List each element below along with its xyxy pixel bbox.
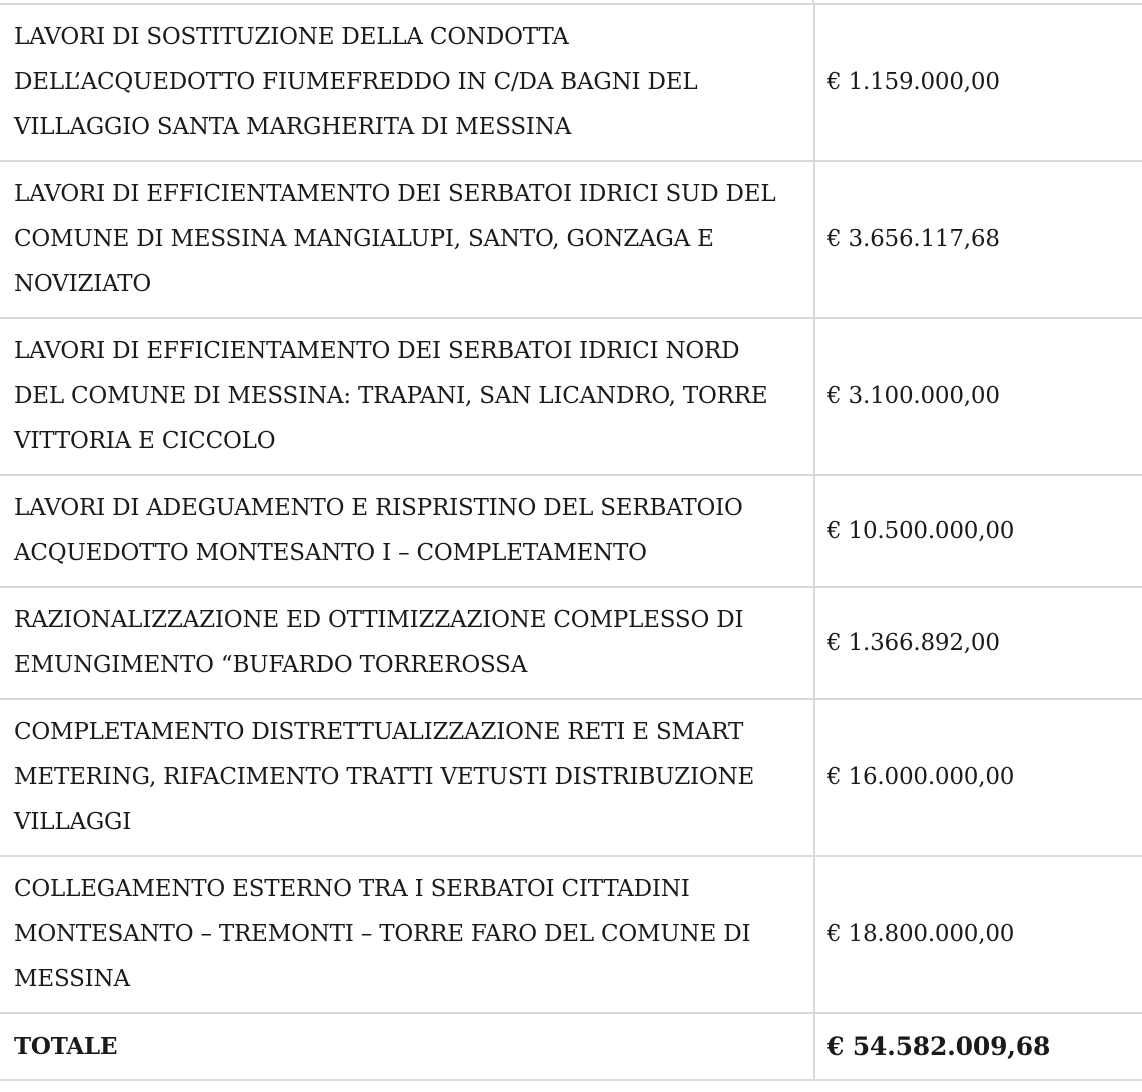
- work-amount: € 1.366.892,00: [814, 587, 1142, 699]
- works-cost-table: [0, 3, 1142, 1081]
- work-amount: € 3.100.000,00: [814, 318, 1142, 475]
- work-description: COLLEGAMENTO ESTERNO TRA I SERBATOI CITTADINI MONTESANTO – TREMONTI – TORRE FARO DEL COMUNE DI MESSINA: [0, 856, 814, 1013]
- total-label: TOTALE: [0, 1013, 814, 1080]
- table-row: [0, 4, 1142, 161]
- table-row: [0, 318, 1142, 475]
- total-amount: € 54.582.009,68: [814, 1013, 1142, 1080]
- work-description: LAVORI DI SOSTITUZIONE DELLA CONDOTTA DELL’ACQUEDOTTO FIUMEFREDDO IN C/DA BAGNI DEL VILLAGGIO SANTA MARGHERITA DI MESSINA: [0, 4, 814, 161]
- work-description: COMPLETAMENTO DISTRETTUALIZZAZIONE RETI E SMART METERING, RIFACIMENTO TRATTI VETUSTI DISTRIBUZIONE VILLAGGI: [0, 699, 814, 856]
- work-amount: € 10.500.000,00: [814, 475, 1142, 587]
- work-description: LAVORI DI EFFICIENTAMENTO DEI SERBATOI IDRICI NORD DEL COMUNE DI MESSINA: TRAPANI, SAN LICANDRO, TORRE VITTORIA E CICCOLO: [0, 318, 814, 475]
- table-row: [0, 161, 1142, 318]
- work-amount: € 1.159.000,00: [814, 4, 1142, 161]
- table-row: [0, 475, 1142, 587]
- table-row: [0, 587, 1142, 699]
- table-row: [0, 856, 1142, 1013]
- work-amount: € 16.000.000,00: [814, 699, 1142, 856]
- work-amount: € 18.800.000,00: [814, 856, 1142, 1013]
- table-row: [0, 699, 1142, 856]
- work-description: LAVORI DI EFFICIENTAMENTO DEI SERBATOI IDRICI SUD DEL COMUNE DI MESSINA MANGIALUPI, SANTO, GONZAGA E NOVIZIATO: [0, 161, 814, 318]
- work-amount: € 3.656.117,68: [814, 161, 1142, 318]
- work-description: RAZIONALIZZAZIONE ED OTTIMIZZAZIONE COMPLESSO DI EMUNGIMENTO “BUFARDO TORREROSSA: [0, 587, 814, 699]
- works-table-body: [0, 4, 1142, 1080]
- work-description: LAVORI DI ADEGUAMENTO E RISPRISTINO DEL SERBATOIO ACQUEDOTTO MONTESANTO I – COMPLETAMENTO: [0, 475, 814, 587]
- total-row: [0, 1013, 1142, 1080]
